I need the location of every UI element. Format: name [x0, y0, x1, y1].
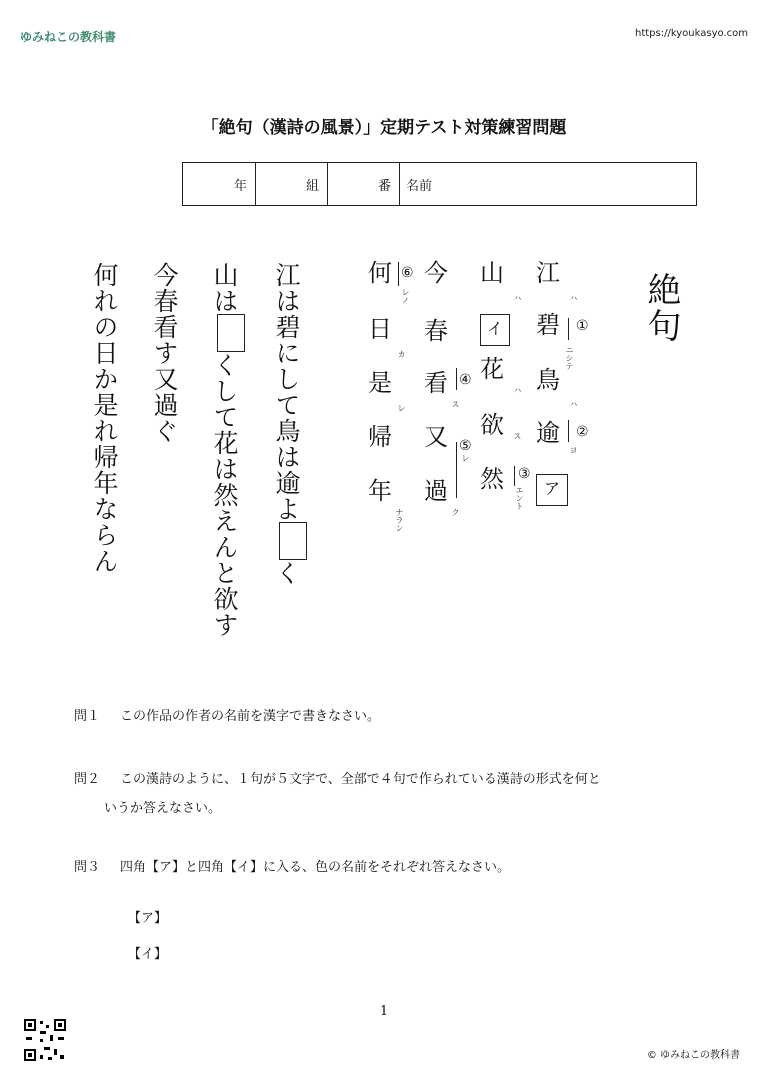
kanbun-char: 是 — [368, 369, 392, 397]
furigana: ス — [513, 432, 522, 440]
kanbun-char: 然 — [480, 465, 504, 493]
reading-text: く — [272, 560, 301, 586]
reading-blank-box-a[interactable] — [279, 522, 307, 560]
answer-a-label[interactable]: 【ア】 — [128, 911, 168, 926]
order-mark: ① — [576, 318, 589, 334]
order-mark: ④ — [459, 372, 472, 388]
kanbun-char: 欲 — [480, 411, 504, 439]
page-number: 1 — [379, 1004, 389, 1019]
order-mark: ② — [576, 424, 589, 440]
furigana: エント — [515, 486, 524, 510]
reading-text: 江は碧にして鳥は逾よ — [272, 262, 301, 522]
furigana: ク — [451, 508, 460, 516]
kanbun-char: 日 — [368, 315, 392, 343]
kanbun-char: 何 — [368, 259, 392, 287]
reorder-bar — [568, 420, 569, 442]
question-2-continued: いうか答えなさい。 — [104, 801, 222, 816]
kanbun-char: 又 — [424, 423, 448, 451]
kanbun-char: 碧 — [536, 311, 560, 339]
question-2 — [74, 768, 601, 792]
reading-line-3: 今春看す又過ぐ — [150, 262, 179, 444]
furigana: ニシテ — [565, 346, 574, 370]
question-3 — [74, 856, 510, 880]
order-mark: ⑤ — [459, 438, 472, 454]
reorder-bar — [568, 318, 569, 340]
kanbun-char: 過 — [424, 477, 448, 505]
blank-box-a[interactable]: ア — [536, 474, 568, 506]
question-1 — [74, 705, 380, 729]
furigana: ス — [451, 400, 460, 408]
order-mark: ③ — [518, 466, 531, 482]
poem-title: 絶句 — [641, 272, 681, 344]
reading-line-1 — [270, 262, 307, 586]
class-cell[interactable] — [256, 163, 328, 205]
furigana: レノ — [401, 288, 410, 304]
furigana: カ — [397, 350, 406, 358]
year-cell[interactable] — [183, 163, 256, 205]
copyright: © ゆみねこの教科書 — [646, 1050, 740, 1061]
furigana: ヨ — [569, 446, 578, 454]
reorder-bar — [514, 466, 515, 486]
reorder-bar — [456, 442, 457, 498]
name-cell[interactable] — [400, 163, 696, 205]
furigana: ハ — [569, 400, 578, 408]
student-info-row — [182, 162, 697, 206]
kanbun-char: 山 — [480, 259, 504, 287]
question-label: 問３ — [74, 860, 101, 875]
class-label: 組 — [305, 178, 319, 194]
site-url: https://kyoukasyo.com — [634, 28, 748, 39]
year-label: 年 — [233, 178, 247, 194]
kanbun-char: 花 — [480, 355, 504, 383]
reading-text: くして花は然えんと欲す — [210, 352, 239, 638]
kanbun-char: 鳥 — [536, 366, 560, 394]
question-label: 問１ — [74, 709, 101, 724]
kanbun-char: 帰 — [368, 423, 392, 451]
number-label: 番 — [377, 178, 391, 194]
kanbun-char: 今 — [424, 259, 448, 287]
order-mark: ⑥ — [401, 265, 414, 281]
furigana: ハ — [513, 386, 522, 394]
reading-line-2 — [208, 262, 245, 638]
reading-text: 山は — [210, 262, 239, 314]
furigana: ナラン — [395, 508, 404, 532]
blank-box-i[interactable]: イ — [480, 314, 510, 346]
name-label: 名前 — [406, 178, 433, 194]
furigana: レ — [397, 404, 406, 412]
reading-blank-box-i[interactable] — [217, 314, 245, 352]
question-text: この漢詩のように、１句が５文字で、全部で４句で作られている漢詩の形式を何と — [120, 772, 601, 787]
qr-code-icon[interactable] — [22, 1017, 68, 1063]
kanbun-char: 年 — [368, 477, 392, 505]
answer-i-label[interactable]: 【イ】 — [128, 947, 168, 962]
kanbun-char: 看 — [424, 369, 448, 397]
reorder-bar — [456, 368, 457, 390]
kanbun-char: 江 — [536, 259, 560, 287]
page-title: 「絶句（漢詩の風景）」定期テスト対策練習問題 — [201, 118, 567, 138]
number-cell[interactable] — [328, 163, 400, 205]
brand-logo: ゆみねこの教科書 — [20, 30, 117, 44]
question-label: 問２ — [74, 772, 101, 787]
reading-line-4: 何れの日か是れ帰年ならん — [90, 262, 119, 574]
reorder-bar — [398, 262, 399, 286]
furigana: ハ — [569, 294, 578, 302]
question-text: この作品の作者の名前を漢字で書きなさい。 — [120, 709, 381, 724]
furigana: レ — [461, 454, 470, 462]
kanbun-char: 逾 — [536, 419, 560, 447]
furigana: ハ — [513, 294, 522, 302]
kanbun-char: 春 — [424, 317, 448, 345]
question-text: 四角【ア】と四角【イ】に入る、色の名前をそれぞれ答えなさい。 — [120, 860, 511, 875]
